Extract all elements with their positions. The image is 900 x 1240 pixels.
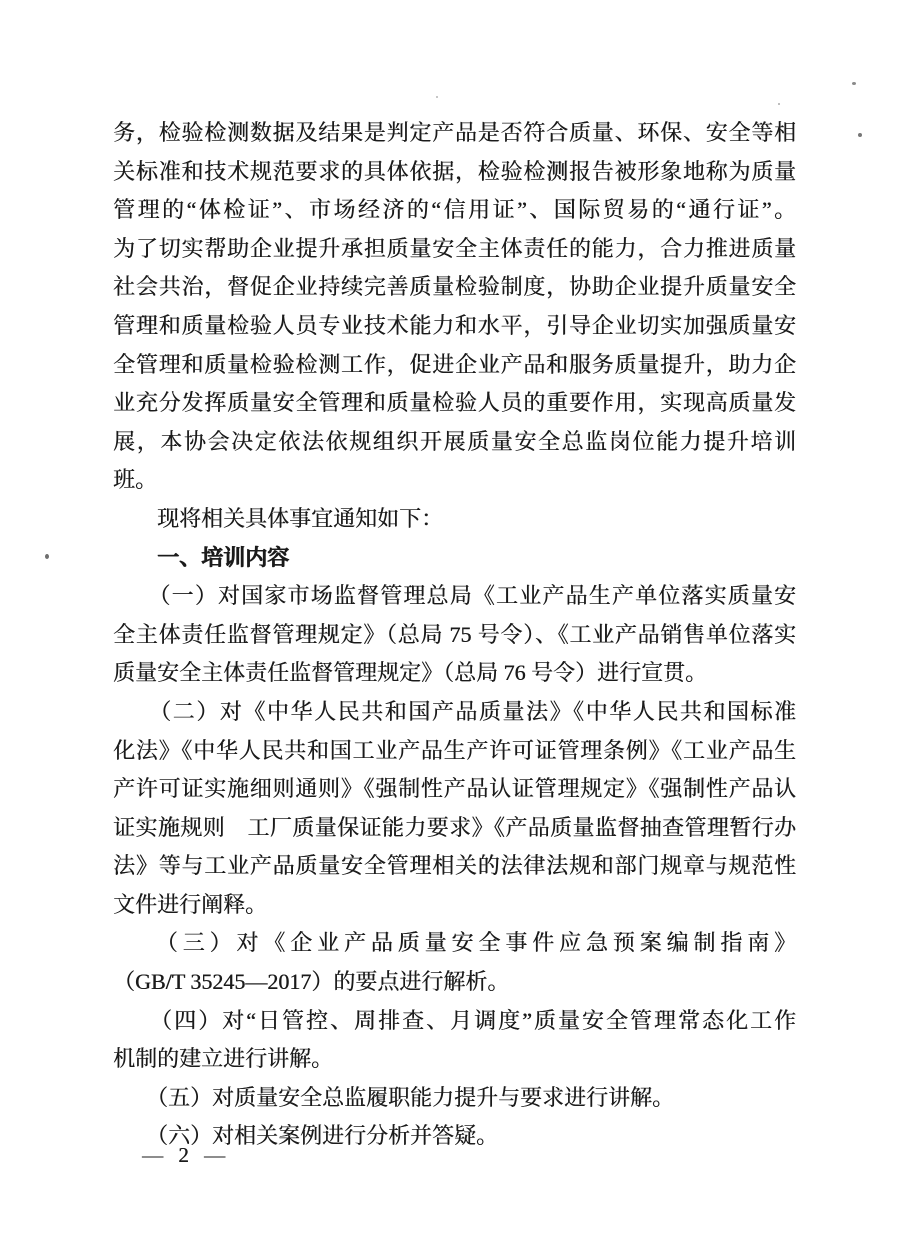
text-line: （四）对“日管控、周排查、月调度”质量安全管理常态化工作 bbox=[113, 1007, 796, 1033]
text-line: 化法》《中华人民共和国工业产品生产许可证管理条例》《工业产品生 bbox=[113, 737, 796, 763]
text-line: （GB/T 35245—2017）的要点进行解析。 bbox=[113, 969, 510, 995]
page-number: — 2 — bbox=[142, 1143, 230, 1167]
text-line: （五）对质量安全总监履职能力提升与要求进行讲解。 bbox=[113, 1084, 675, 1110]
text-line: 证实施规则 工厂质量保证能力要求》《产品质量监督抽查管理暂行办 bbox=[113, 814, 796, 840]
scan-speck bbox=[436, 96, 438, 98]
text-line: 管理和质量检验人员专业技术能力和水平，引导企业切实加强质量安 bbox=[113, 312, 796, 338]
text-line: 现将相关具体事宜通知如下： bbox=[113, 505, 444, 531]
text-line: 业充分发挥质量安全管理和质量检验人员的重要作用，实现高质量发 bbox=[113, 390, 796, 416]
text-line: 管理的“体检证”、市场经济的“信用证”、国际贸易的“通行证”。 bbox=[113, 197, 796, 223]
text-line: 文件进行阐释。 bbox=[113, 891, 268, 917]
text-line: （一）对国家市场监督管理总局《工业产品生产单位落实质量安 bbox=[113, 583, 796, 609]
scan-speck bbox=[778, 103, 780, 105]
text-line: 社会共治，督促企业持续完善质量检验制度，协助企业提升质量安全 bbox=[113, 274, 796, 300]
scan-speck bbox=[45, 554, 49, 559]
text-line: 产许可证实施细则通则》《强制性产品认证管理规定》《强制性产品认 bbox=[113, 776, 796, 802]
text-line: 为了切实帮助企业提升承担质量安全主体责任的能力，合力推进质量 bbox=[113, 235, 796, 261]
text-line: （三）对《企业产品质量安全事件应急预案编制指南》 bbox=[113, 930, 796, 956]
scan-speck bbox=[852, 82, 856, 85]
text-line: 机制的建立进行讲解。 bbox=[113, 1046, 334, 1072]
text-line: （二）对《中华人民共和国产品质量法》《中华人民共和国标准 bbox=[113, 698, 796, 724]
text-line: 法》等与工业产品质量安全管理相关的法律法规和部门规章与规范性 bbox=[113, 853, 796, 879]
scan-speck bbox=[858, 133, 862, 137]
text-line: （六）对相关案例进行分析并答疑。 bbox=[113, 1123, 499, 1149]
text-line: 全管理和质量检验检测工作，促进企业产品和服务质量提升，助力企 bbox=[113, 351, 796, 377]
text-line: 务，检验检测数据及结果是判定产品是否符合质量、环保、安全等相 bbox=[113, 120, 796, 145]
text-line: 全主体责任监督管理规定》（总局 75 号令）、《工业产品销售单位落实 bbox=[113, 621, 796, 647]
text-line: 质量安全主体责任监督管理规定》（总局 76 号令）进行宣贯。 bbox=[113, 660, 708, 686]
text-line: 班。 bbox=[113, 467, 158, 493]
text-line: 关标准和技术规范要求的具体依据，检验检测报告被形象地称为质量 bbox=[113, 158, 796, 184]
text-line: 展，本协会决定依法依规组织开展质量安全总监岗位能力提升培训 bbox=[113, 428, 796, 454]
section-heading: 一、培训内容 bbox=[113, 544, 290, 570]
document-body bbox=[113, 114, 796, 1156]
